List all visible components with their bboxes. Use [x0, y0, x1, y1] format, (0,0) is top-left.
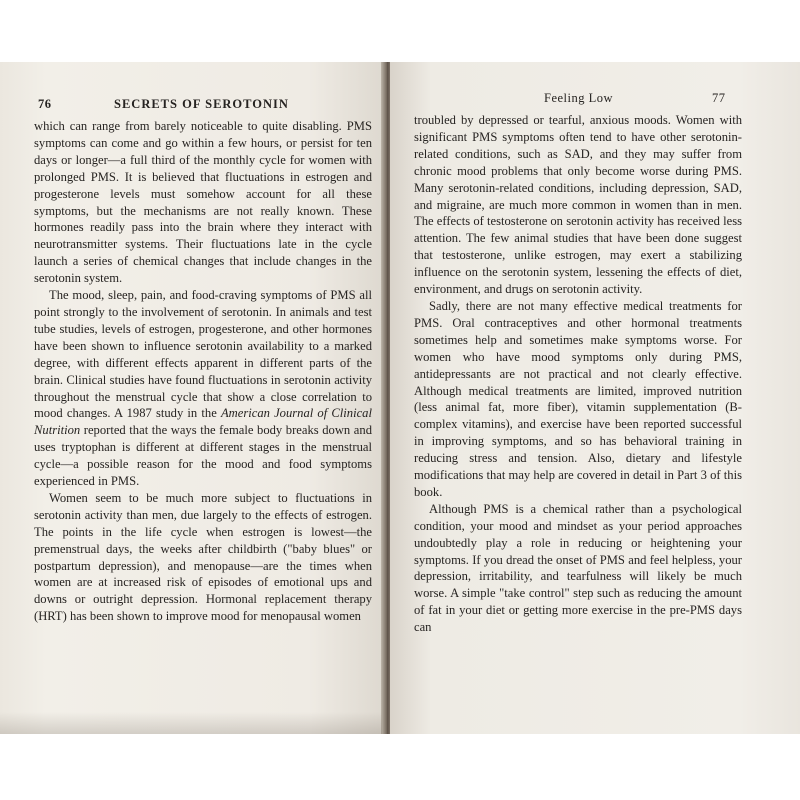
book-spread: [0, 62, 800, 734]
paragraph: [414, 501, 742, 636]
right-page: [390, 62, 800, 734]
paragraph: [414, 112, 742, 298]
paragraph-text: The mood, sleep, pain, and food-craving symptoms of PMS all point strongly to the involvement of serotonin. In animals and test tube studies, levels of estrogen, progesterone, and other hormones have been shown to influence serotonin availability to a marked degree, with different effects apparent in different parts of the brain. Clinical studies have found fluctuations in serotonin activity throughout the menstrual cycle that show a close correlation to mood changes. A 1987 study in the: [34, 288, 372, 421]
paragraph-text: which can range from barely noticeable to quite disabling. PMS symptoms can come and go within a few hours, or persist for ten days or longer—a full third of the monthly cycle for women with prolonged PMS. It is believed that fluctuations in estrogen and progesterone levels must somehow account for all these symptoms, but the mechanisms are not really known. These hormones readily pass into the brain where they interact with neurotransmitter systems. Their fluctuations late in the cycle launch a series of chemical changes that include changes in the serotonin system.: [34, 119, 372, 286]
running-title: SECRETS OF SEROTONIN: [114, 97, 289, 111]
paragraph-text: Women seem to be much more subject to fluctuations in serotonin activity than men, due largely to the effects of estrogen. The points in the life cycle when estrogen is lowest—the premenstrual days, the weeks after childbirth ("baby blues" or postpartum depression), and menopause—are the times when women are at increased risk of episodes of emotional ups and downs or outright depression. Hormonal replacement therapy (HRT) has been shown to improve mood for menopausal women: [34, 490, 372, 624]
italic-citation: American Journal of Clinical Nutrition: [34, 406, 372, 438]
paragraph-text: Sadly, there are not many effective medical treatments for PMS. Oral contraceptives and other hormonal treatments sometimes help and sometimes make symptoms worse. For women who have mood symptoms only during PMS, antidepressants are not practical and not clearly effective. Although medical treatments are limited, improved nutrition (less animal fat, more fiber), vitamin supplementation (B-complex vitamins), and exercise have been reported successful in improving symptoms, and so has behavioral training in reducing stress and tension. Also, dietary and lifestyle modifications that may help are covered in detail in Part 3 of this book.: [414, 298, 742, 499]
running-title: Feeling Low: [544, 91, 614, 105]
paragraph: [414, 298, 742, 501]
page-number: 76: [38, 97, 52, 111]
paragraph: [34, 118, 372, 287]
page-edge-shadow: [0, 712, 382, 734]
paragraph-text: reported that the ways the female body breaks down and uses tryptophan is different at different stages in the menstrual cycle—a possible reason for the mood and food symptoms experienced in PMS.: [34, 423, 372, 489]
left-page: [0, 62, 386, 734]
right-page-body: [414, 112, 742, 636]
paragraph-text: Although PMS is a chemical rather than a psychological condition, your mood and mindset as your period approaches undoubtedly play a role in reducing or heightening your symptoms. If you dread the onset of PMS and feel helpless, your depression, irritability, and tearfulness will likely be much worse. A simple "take control" step such as reducing the amount of fat in your diet or getting more exercise in the pre-PMS days can: [414, 501, 742, 635]
left-page-body: [34, 118, 372, 625]
paragraph-text: troubled by depressed or tearful, anxious moods. Women with significant PMS symptoms often tend to have other serotonin-related conditions, such as SAD, and they may suffer from chronic mood problems that only become worse during PMS. Many serotonin-related conditions, including depression, SAD, and migraine, are much more common in women than in men. The effects of testosterone on serotonin activity has received less attention. The few animal studies that have been done suggest that testosterone, unlike estrogen, may exert a stabilizing influence on the serotonin system, lessening the effects of diet, environment, and drugs on serotonin activity.: [414, 113, 742, 297]
paragraph: [34, 287, 372, 490]
left-running-head: [34, 96, 372, 116]
page-number: 77: [712, 91, 726, 105]
paragraph: [34, 490, 372, 625]
right-running-head: [414, 90, 742, 110]
